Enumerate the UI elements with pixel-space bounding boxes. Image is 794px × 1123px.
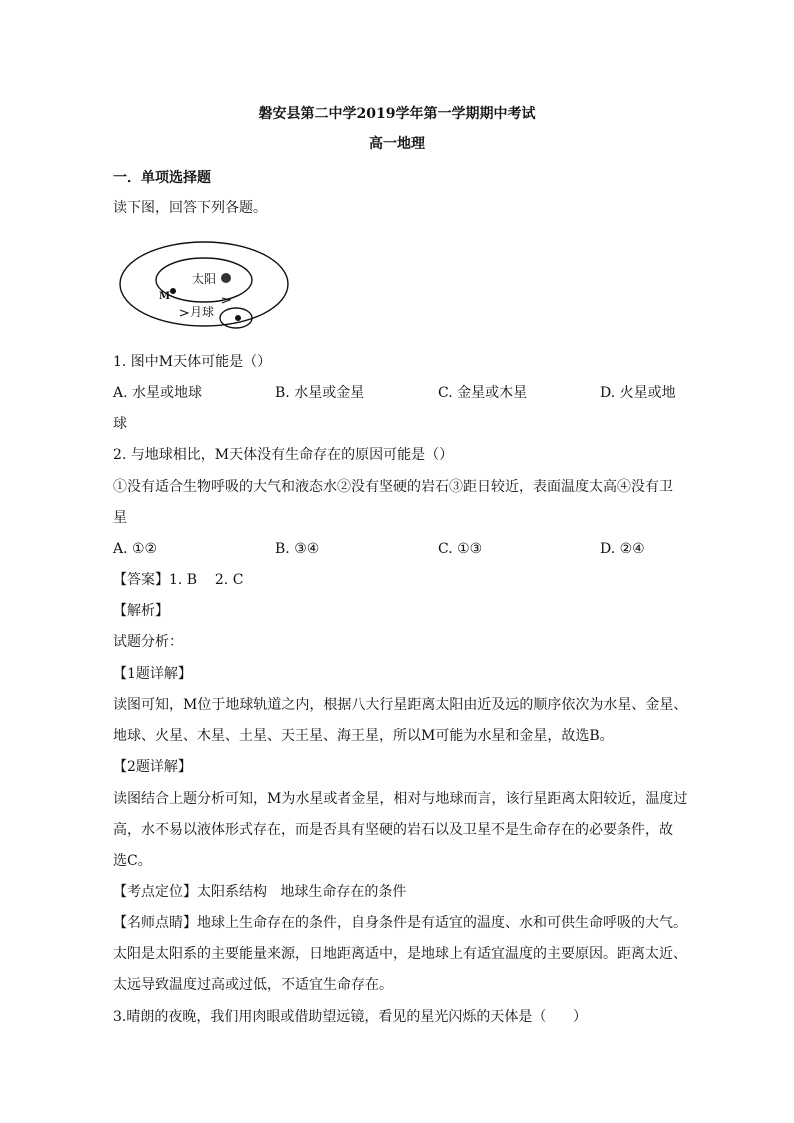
detail2-line: 读图结合上题分析可知，M为水星或者金星，相对与地球而言，该行星距离太阳较近，温度过 bbox=[113, 791, 688, 807]
mingshi-line: 太阳是太阳系的主要能量来源，日地距离适中，是地球上有适宜温度的主要原因。距离太近、 bbox=[113, 946, 687, 962]
q2-line1: ①没有适合生物呼吸的大气和液态水②没有坚硬的岩石③距日较近，表面温度太高④没有卫 bbox=[113, 479, 673, 495]
planet-m-icon bbox=[170, 288, 176, 294]
q3-stem: 3.晴朗的夜晚，我们用肉眼或借助望远镜，看见的星光闪烁的天体是（ ） bbox=[113, 1009, 588, 1025]
sun-icon bbox=[221, 273, 231, 283]
earth-icon bbox=[235, 315, 241, 321]
q1-stem: 1. 图中M天体可能是（） bbox=[113, 354, 272, 370]
analysis-intro: 试题分析： bbox=[113, 634, 183, 650]
sun-label: 太阳 bbox=[192, 272, 217, 286]
q2-line2: 星 bbox=[113, 510, 127, 526]
detail2-heading: 【2题详解】 bbox=[113, 759, 192, 775]
planet-m-label: M bbox=[159, 291, 171, 302]
q2-option-b: B. ③④ bbox=[275, 541, 320, 557]
q2-option-a: A. ①② bbox=[113, 541, 158, 557]
answer-line: 【答案】1. B 2. C bbox=[113, 572, 244, 588]
analysis-heading: 【解析】 bbox=[113, 603, 169, 619]
q1-option-b: B. 水星或金星 bbox=[275, 385, 365, 401]
q2-option-d: D. ②④ bbox=[600, 541, 645, 557]
detail1-line: 读图可知，M位于地球轨道之内，根据八大行星距离太阳由近及远的顺序依次为水星、金星、 bbox=[113, 697, 688, 713]
mingshi-line: 太远导致温度过高或过低，不适宜生命存在。 bbox=[113, 977, 393, 993]
section-heading: 一．单项选择题 bbox=[113, 170, 211, 186]
moon-label: 月球 bbox=[190, 305, 215, 319]
exam-subtitle: 高一地理 bbox=[369, 136, 425, 152]
detail1-heading: 【1题详解】 bbox=[113, 666, 192, 682]
q2-stem: 2. 与地球相比，M天体没有生命存在的原因可能是（） bbox=[113, 447, 454, 463]
q1-option-c: C. 金星或木星 bbox=[438, 385, 528, 401]
detail1-line: 地球、火星、木星、土星、天王星、海王星，所以M可能为水星和金星，故选B。 bbox=[113, 728, 614, 744]
kaodian-line: 【考点定位】太阳系结构 地球生命存在的条件 bbox=[113, 884, 407, 900]
q1-option-d-cont: 球 bbox=[113, 416, 127, 432]
exam-title: 磐安县第二中学2019学年第一学期期中考试 bbox=[258, 106, 536, 122]
solar-system-figure bbox=[118, 236, 298, 336]
mingshi-line: 【名师点睛】地球上生命存在的条件，自身条件是有适宜的温度、水和可供生命呼吸的大气。 bbox=[113, 915, 687, 931]
orbit-arrow-outer bbox=[180, 310, 188, 316]
detail2-line: 选C。 bbox=[113, 853, 152, 869]
detail2-line: 高，水不易以液体形式存在，而是否具有坚硬的岩石以及卫星不是生命存在的必要条件，故 bbox=[113, 822, 673, 838]
q1-option-d: D. 火星或地 bbox=[600, 385, 676, 401]
q1-option-a: A. 水星或地球 bbox=[113, 385, 203, 401]
q2-option-c: C. ①③ bbox=[438, 541, 483, 557]
question-intro: 读下图，回答下列各题。 bbox=[113, 200, 267, 216]
